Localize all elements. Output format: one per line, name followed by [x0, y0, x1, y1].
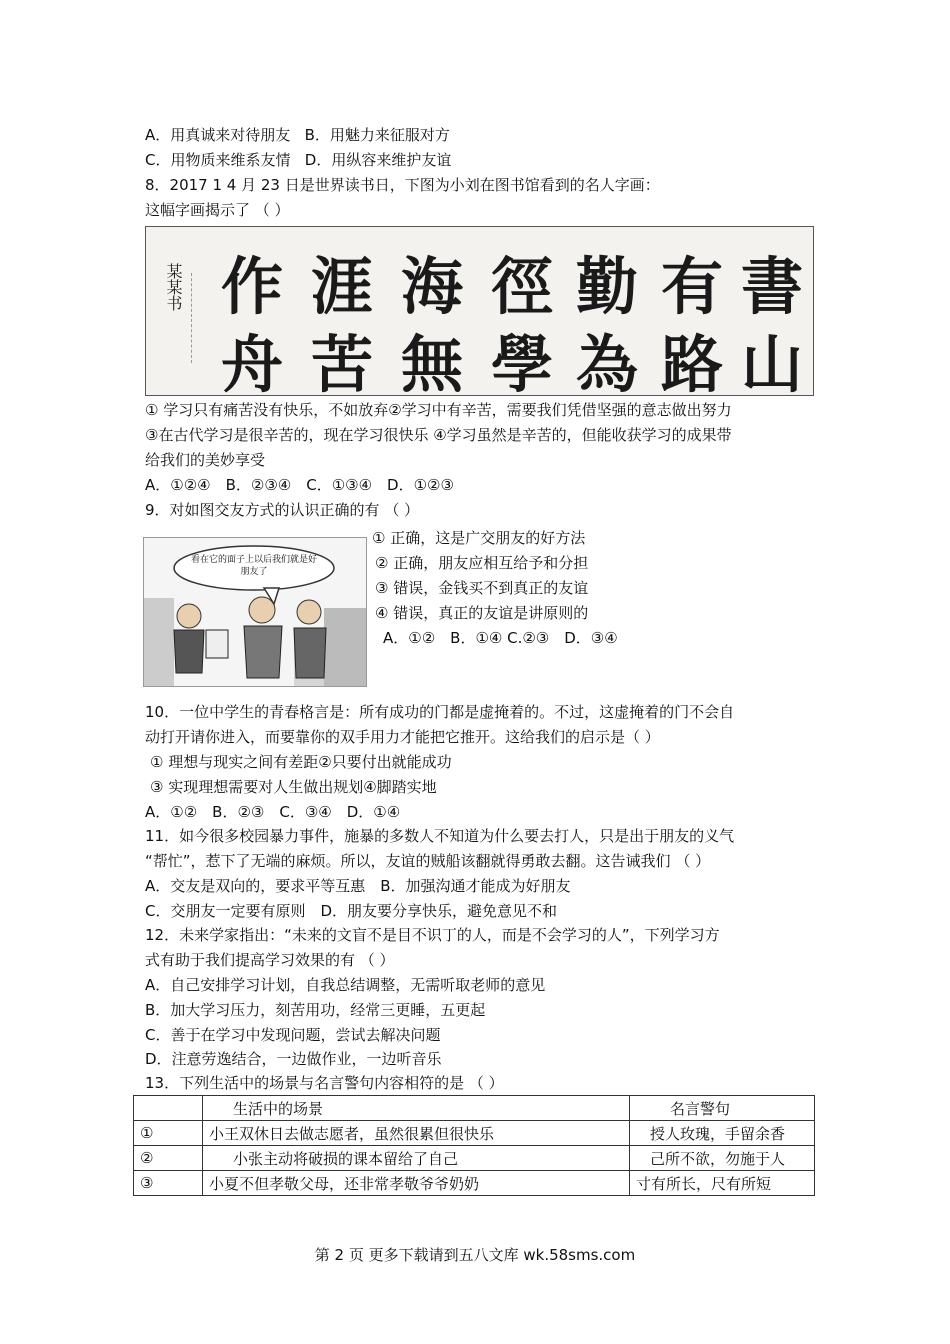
calligraphy-char: 舟: [221, 328, 284, 401]
q7-option-a: A．用真诚来对待朋友: [145, 126, 291, 144]
calligraphy-char: 為: [576, 328, 639, 401]
q12-option-c: C．善于在学习中发现问题，尝试去解决问题: [145, 1026, 441, 1044]
table-header-row: [134, 1096, 815, 1121]
table-row: [134, 1121, 815, 1146]
q7-options-ab: [145, 124, 450, 146]
calligraphy-char: 學: [491, 328, 554, 401]
table-cell: 授人玫瑰，手留余香: [630, 1121, 815, 1146]
q10-stem-line2: 动打开请你进入，而要靠你的双手用力才能把它推开。这给我们的启示是（ ）: [145, 728, 660, 746]
table-cell: ①: [134, 1121, 203, 1146]
calligraphy-signature: 某某书: [164, 263, 183, 311]
q12-stem-line1: 12．未来学家指出：“未来的文盲不是目不识丁的人，而是不会学习的人”，下列学习方: [145, 926, 720, 944]
q11-options-cd: C．交朋友一定要有原则 D．朋友要分享快乐，避免意见不和: [145, 902, 558, 920]
q10-options: A．①② B．②③ C．③④ D．①④: [145, 803, 401, 821]
table-cell: 寸有所长，尺有所短: [630, 1171, 815, 1196]
q12-stem-line2: 式有助于我们提高学习效果的有 （ ）: [145, 951, 395, 969]
q8-stem-line2: 这幅字画揭示了 （ ）: [145, 201, 290, 219]
signature-divider: [191, 273, 193, 363]
table-cell: 小张主动将破损的课本留给了自己: [203, 1146, 630, 1171]
q9-option-3: ③ 错误，金钱买不到真正的友谊: [375, 579, 589, 597]
q9-option-2: ② 正确，朋友应相互给予和分担: [375, 554, 589, 572]
calligraphy-char: 海: [401, 250, 464, 323]
q11-stem-line2: “帮忙”，惹下了无端的麻烦。所以，友谊的贼船该翻就得勇敢去翻。这告诫我们 （ ）: [145, 852, 711, 870]
calligraphy-image: [145, 226, 814, 401]
table-header-cell: 名言警句: [630, 1096, 815, 1121]
q13-table: [133, 1095, 815, 1196]
cartoon-caption: 看在它的面子上以后我们就是好朋友了: [190, 555, 317, 577]
calligraphy-char: 有: [661, 250, 724, 323]
q7-option-b: B．用魅力来征服对方: [304, 126, 450, 144]
q8-statement-line2: ③在古代学习是很辛苦的，现在学习很快乐 ④学习虽然是辛苦的，但能收获学习的成果带: [145, 426, 732, 444]
q9-options: A．①② B．①④ C.②③ D．③④: [383, 629, 618, 647]
q7-option-d: D．用纵容来维护友谊: [304, 151, 452, 169]
calligraphy-char: 山: [741, 328, 804, 401]
table-cell: 己所不欲，勿施于人: [630, 1146, 815, 1171]
table-header-cell: [134, 1096, 203, 1121]
calligraphy-char: 涯: [311, 250, 374, 323]
table-cell: ②: [134, 1146, 203, 1171]
table-row: [134, 1146, 815, 1171]
q11-options-ab: A．交友是双向的，要求平等互惠 B．加强沟通才能成为好朋友: [145, 877, 571, 895]
q9-cartoon-image: [143, 537, 367, 687]
calligraphy-char: 苦: [311, 328, 374, 401]
calligraphy-char: 無: [401, 328, 464, 401]
q8-options: A．①②④ B．②③④ C．①③④ D．①②③: [145, 476, 454, 494]
calligraphy-char: 路: [661, 328, 724, 401]
q10-statement-line1: ① 理想与现实之间有差距②只要付出就能成功: [150, 753, 452, 771]
calligraphy-char: 作: [221, 250, 284, 323]
calligraphy-char: 書: [741, 250, 804, 323]
q7-options-cd: [145, 149, 451, 171]
table-cell: ③: [134, 1171, 203, 1196]
q8-statement-line1: ① 学习只有痛苦没有快乐，不如放弃②学习中有辛苦，需要我们凭借坚强的意志做出努力: [145, 401, 732, 419]
table-cell: 小王双休日去做志愿者，虽然很累但很快乐: [203, 1121, 630, 1146]
table-row: [134, 1171, 815, 1196]
calligraphy-char: 勤: [576, 250, 639, 323]
calligraphy-char: 徑: [491, 250, 554, 323]
q12-option-b: B．加大学习压力，刻苦用功，经常三更睡，五更起: [145, 1001, 486, 1019]
q7-option-c: C．用物质来维系友情: [145, 151, 291, 169]
q9-option-4: ④ 错误，真正的友谊是讲原则的: [375, 604, 589, 622]
q8-statement-line3: 给我们的美妙享受: [145, 451, 266, 469]
page-footer: 第 2 页 更多下载请到五八文库 wk.58sms.com: [314, 1246, 636, 1264]
table-cell: 小夏不但孝敬父母，还非常孝敬爷爷奶奶: [203, 1171, 630, 1196]
q12-option-d: D．注意劳逸结合，一边做作业，一边听音乐: [145, 1050, 442, 1068]
q10-stem-line1: 10．一位中学生的青春格言是：所有成功的门都是虚掩着的。不过，这虚掩着的门不会自: [145, 703, 735, 721]
q11-stem-line1: 11．如今很多校园暴力事件，施暴的多数人不知道为什么要去打人，只是出于朋友的义气: [145, 827, 735, 845]
q9-stem: 9．对如图交友方式的认识正确的有 （ ）: [145, 501, 420, 519]
q12-option-a: A．自己安排学习计划，自我总结调整，无需听取老师的意见: [145, 976, 546, 994]
q13-stem: 13．下列生活中的场景与名言警句内容相符的是 （ ）: [145, 1074, 504, 1092]
table-header-cell: 生活中的场景: [203, 1096, 630, 1121]
q8-stem-line1: 8．2017 1 4 月 23 日是世界读书日，下图为小刘在图书馆看到的名人字画：: [145, 176, 660, 194]
q10-statement-line2: ③ 实现理想需要对人生做出规划④脚踏实地: [150, 778, 437, 796]
q9-option-1: ① 正确，这是广交朋友的好方法: [372, 529, 586, 547]
